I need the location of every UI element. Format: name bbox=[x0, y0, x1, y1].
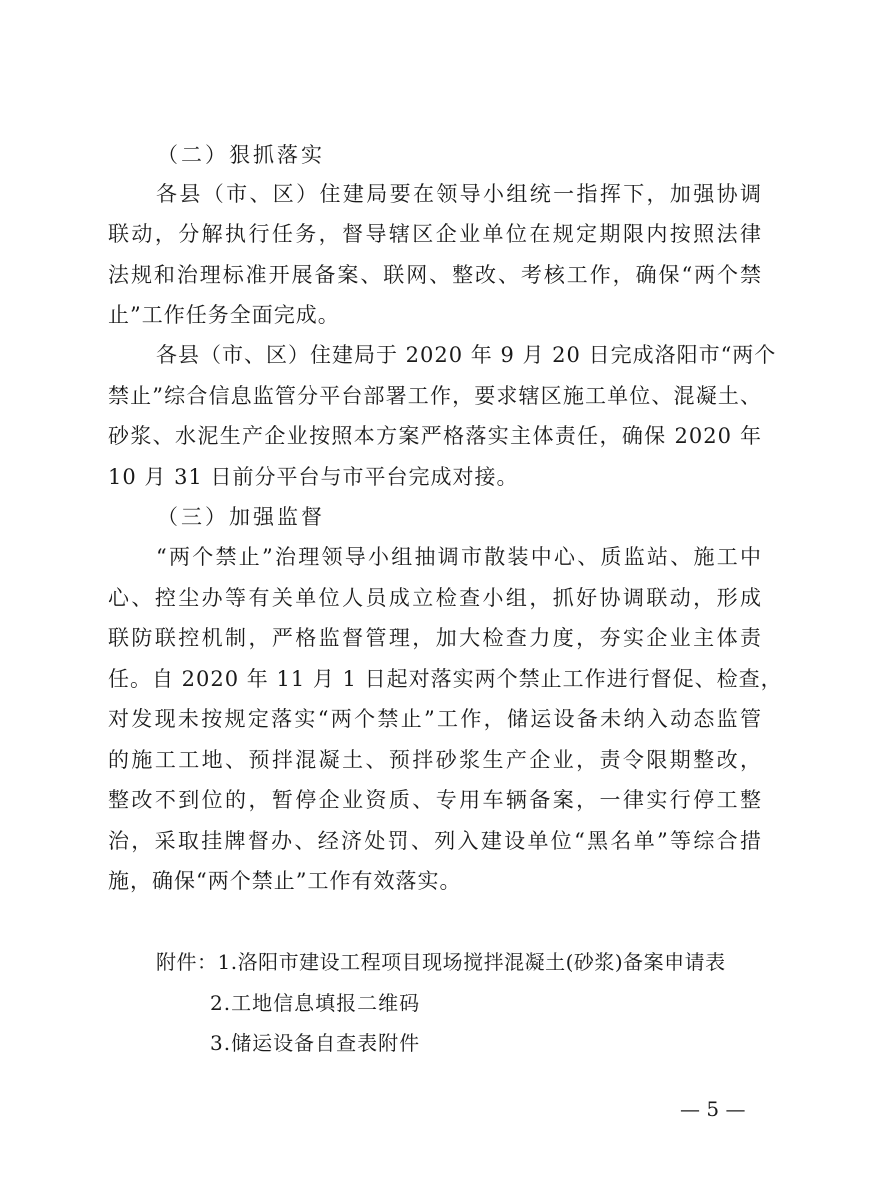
attachment-item: 3.储运设备自查表附件 bbox=[210, 1031, 421, 1055]
paragraph-line: “两个禁止”治理领导小组抽调市散装中心、质监站、施工中 bbox=[156, 545, 762, 569]
paragraph-line: 10 月 31 日前分平台与市平台完成对接。 bbox=[108, 465, 519, 489]
page-number: — 5 — bbox=[680, 1097, 746, 1121]
attachment-item: 1.洛阳市建设工程项目现场搅拌混凝土(砂浆)备案申请表 bbox=[217, 950, 726, 974]
paragraph-line: 整改不到位的，暂停企业资质、专用车辆备案，一律实行停工整 bbox=[108, 788, 762, 812]
paragraph-line: 禁止”综合信息监管分平台部署工作，要求辖区施工单位、混凝土、 bbox=[108, 384, 762, 408]
paragraph-line: 治，采取挂牌督办、经济处罚、列入建设单位“黑名单”等综合措 bbox=[108, 829, 762, 853]
paragraph-line: 联动，分解执行任务，督导辖区企业单位在规定期限内按照法律 bbox=[108, 222, 762, 246]
paragraph-line: 施，确保“两个禁止”工作有效落实。 bbox=[108, 869, 462, 893]
paragraph-line: 砂浆、水泥生产企业按照本方案严格落实主体责任，确保 2020 年 bbox=[108, 424, 762, 448]
paragraph-line: 法规和治理标准开展备案、联网、整改、考核工作，确保“两个禁 bbox=[108, 263, 762, 287]
paragraph-line: 心、控尘办等有关单位人员成立检查小组，抓好协调联动，形成 bbox=[108, 586, 762, 610]
paragraph-line: 联防联控机制，严格监督管理，加大检查力度，夯实企业主体责 bbox=[108, 626, 762, 650]
paragraph-line: 各县（市、区）住建局要在领导小组统一指挥下，加强协调 bbox=[156, 182, 762, 206]
paragraph-line: 各县（市、区）住建局于 2020 年 9 月 20 日完成洛阳市“两个 bbox=[156, 343, 777, 367]
paragraph-line: 任。自 2020 年 11 月 1 日起对落实两个禁止工作进行督促、检查， bbox=[108, 667, 783, 691]
attachments-list bbox=[156, 948, 726, 976]
attachment-item: 2.工地信息填报二维码 bbox=[210, 991, 421, 1015]
attachments-label: 附件： bbox=[156, 950, 218, 974]
section-heading-3: （三）加强监督 bbox=[157, 505, 325, 529]
section-heading-2: （二）狠抓落实 bbox=[157, 143, 325, 167]
paragraph-line: 的施工工地、预拌混凝土、预拌砂浆生产企业，责令限期整改， bbox=[108, 748, 762, 772]
paragraph-line: 止”工作任务全面完成。 bbox=[108, 303, 340, 327]
paragraph-line: 对发现未按规定落实“两个禁止”工作，储运设备未纳入动态监管 bbox=[108, 707, 762, 731]
